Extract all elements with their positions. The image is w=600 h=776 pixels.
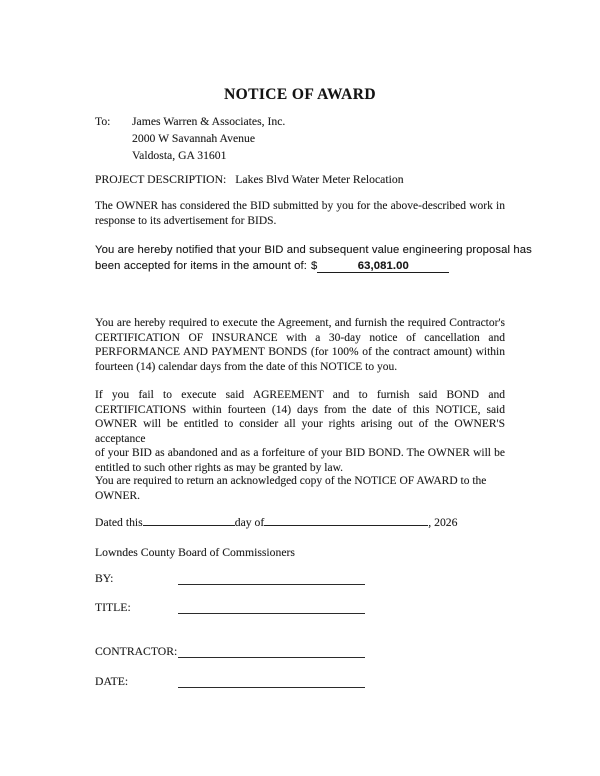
text-line: You are hereby required to execute the Agreement, and furnish the required Contractor's (95, 317, 505, 329)
contractor-label: CONTRACTOR: (95, 645, 178, 658)
document-title: NOTICE OF AWARD (224, 86, 376, 103)
title-signature-line (178, 600, 365, 614)
dated-mid: day of (234, 516, 265, 529)
signature-row-by (95, 571, 505, 586)
signature-row-title (95, 600, 505, 615)
text-line: PERFORMANCE AND PAYMENT BONDS (for 100% of the contract amount) within (95, 346, 505, 358)
recipient-block (95, 113, 505, 164)
recipient-row (95, 113, 505, 130)
day-blank-line (143, 514, 235, 526)
text-line: CERTIFICATION OF INSURANCE with a 30-day notice of cancellation and (95, 331, 505, 344)
signature-row-contractor (95, 644, 505, 659)
paragraph-failure-terms (95, 388, 505, 475)
text-line: CERTIFICATIONS within fourteen (14) days from the date of this NOTICE, said (95, 403, 505, 416)
dated-fill-in-line (95, 514, 505, 530)
recipient-label-spacer (95, 147, 132, 164)
dated-year: , 2026 (428, 516, 458, 529)
title-label: TITLE: (95, 601, 131, 614)
month-blank-line (264, 514, 428, 526)
project-description-label: PROJECT DESCRIPTION: (95, 173, 227, 186)
recipient-label: To: (95, 115, 111, 128)
text-line: of your BID as abandoned and as a forfeiture of your BID BOND. The OWNER will be (95, 447, 505, 459)
amount-prefix: been accepted for items in the amount of: (95, 259, 307, 272)
text-line: entitled to such other rights as may be granted by law. (95, 461, 344, 474)
text-line: If you fail to execute said AGREEMENT and to furnish said BOND and (95, 389, 505, 401)
recipient-address-line1: 2000 W Savannah Avenue (132, 132, 256, 145)
text-line: OWNER will be entitled to consider all your rights arising out of the OWNER'S acceptance (95, 418, 505, 445)
recipient-row (95, 130, 505, 147)
dated-prefix: Dated this (95, 516, 143, 529)
by-signature-line (178, 571, 365, 585)
signature-row-date (95, 674, 505, 689)
text-line: You are required to return an acknowledged copy of the NOTICE OF AWARD to the (95, 475, 487, 487)
project-description-line (95, 172, 505, 188)
text-line: You are hereby notified that your BID and subsequent value engineering proposal has (95, 244, 532, 256)
recipient-address-line2: Valdosta, GA 31601 (132, 149, 227, 162)
amount-line-row (95, 259, 505, 275)
text-line: OWNER. (95, 490, 141, 502)
text-line: fourteen (14) calendar days from the date of this NOTICE to you. (95, 360, 398, 373)
date-label: DATE: (95, 675, 129, 688)
text-line: The OWNER has considered the BID submitted by you for the above-described work in (95, 200, 505, 212)
dollar-sign: $ (310, 259, 318, 272)
paragraph-execute-agreement (95, 316, 505, 374)
by-label: BY: (95, 572, 114, 585)
date-signature-line (178, 674, 365, 688)
organization-name: Lowndes County Board of Commissioners (95, 546, 295, 559)
recipient-label-spacer (95, 130, 132, 147)
paragraph-bid-considered (95, 199, 505, 229)
paragraph-return-copy (95, 474, 505, 504)
text-line: response to its advertisement for BIDS. (95, 215, 277, 227)
project-description-value: Lakes Blvd Water Meter Relocation (235, 173, 404, 186)
recipient-row (95, 147, 505, 164)
recipient-name: James Warren & Associates, Inc. (132, 115, 286, 128)
award-amount-field: 63,081.00 (317, 259, 449, 273)
contractor-signature-line (178, 644, 365, 658)
paragraph-bid-accepted (95, 243, 532, 274)
